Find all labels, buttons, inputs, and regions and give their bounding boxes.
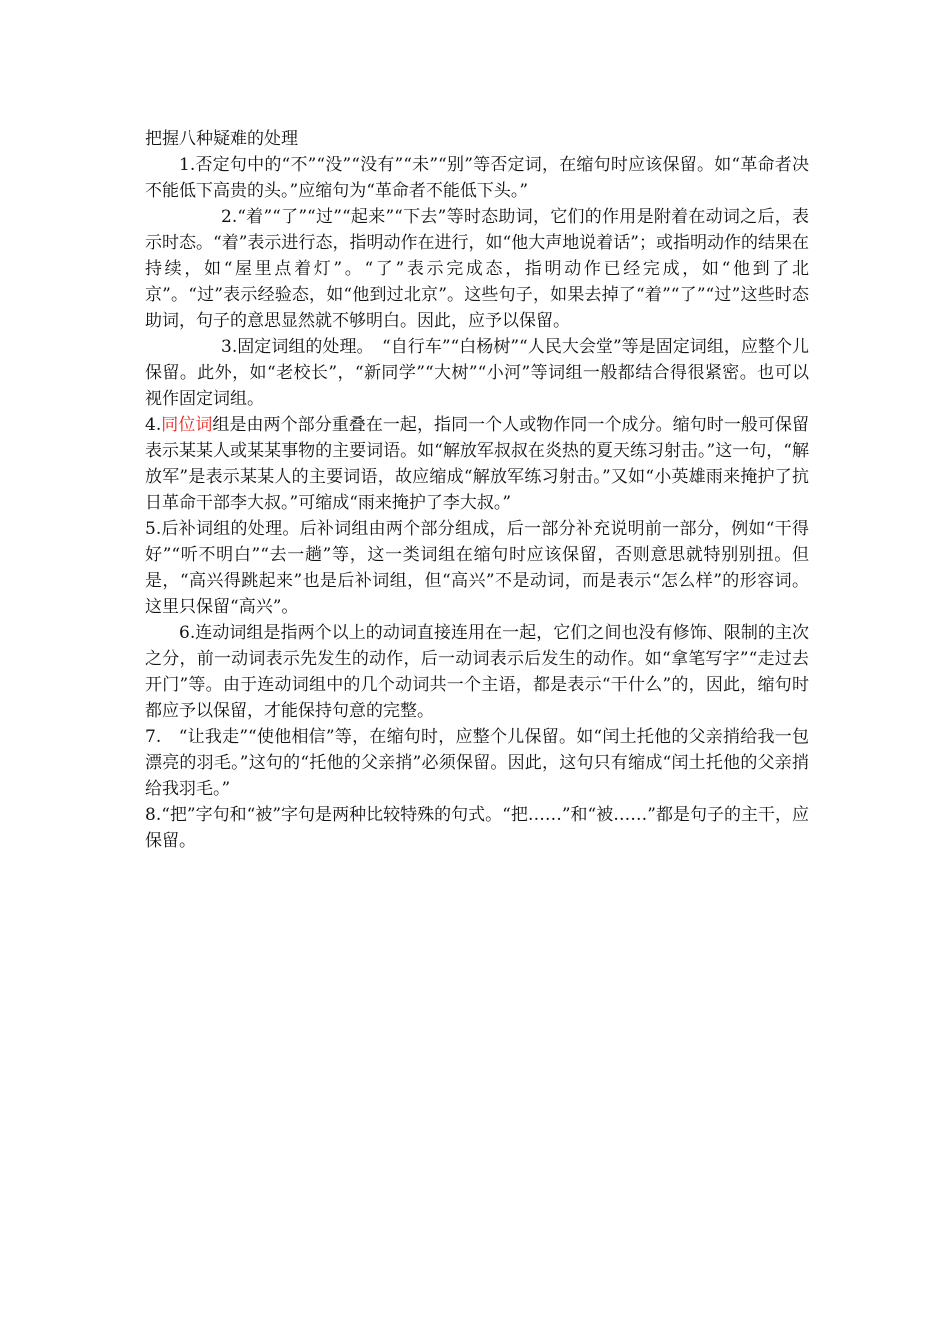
- highlighted-term: 同位词: [161, 415, 213, 435]
- paragraph-4: [145, 412, 809, 516]
- paragraph-5: 5.后补词组的处理。后补词组由两个部分组成，后一部分补充说明前一部分，例如“干得好”“听不明白”“去一趟”等，这一类词组在缩句时应该保留，否则意思就特别别扭。但是，“高兴得跳起来”也是后补词组，但“高兴”不是动词，而是表示“怎么样”的形容词。这里只保留“高兴”。: [145, 519, 809, 617]
- paragraph-8: 8.“把”字句和“被”字句是两种比较特殊的句式。“把……”和“被……”都是句子的主干，应保留。: [145, 805, 809, 851]
- paragraph-4-number: 4.: [145, 415, 162, 435]
- paragraph-2: 2.“着”“了”“过”“起来”“下去”等时态助词，它们的作用是附着在动词之后，表示时态。“着”表示进行态，指明动作在进行，如“他大声地说着话”；或指明动作的结果在持续，如“屋里点着灯”。“了”表示完成态，指明动作已经完成，如“他到了北京”。“过”表示经验态，如“他到过北京”。这些句子，如果去掉了“着”“了”“过”这些时态助词，句子的意思显然就不够明白。因此，应予以保留。: [145, 207, 809, 331]
- paragraph-6: 6.连动词组是指两个以上的动词直接连用在一起，它们之间也没有修饰、限制的主次之分，前一动词表示先发生的动作，后一动词表示后发生的动作。如“拿笔写字”“走过去开门”等。由于连动词组中的几个动词共一个主语，都是表示“干什么”的，因此，缩句时都应予以保留，才能保持句意的完整。: [145, 623, 809, 721]
- document-title: 把握八种疑难的处理: [145, 129, 298, 149]
- paragraph-4-text: 组是由两个部分重叠在一起，指同一个人或物作同一个成分。缩句时一般可保留表示某某人或某某事物的主要词语。如“解放军叔叔在炎热的夏天练习射击。”这一句，“解放军”是表示某某人的主要词语，故应缩成“解放军练习射击。”又如“小英雄雨来掩护了抗日革命干部李大叔。”可缩成“雨来掩护了李大叔。”: [145, 415, 810, 513]
- paragraph-7: 7. “让我走”“使他相信”等，在缩句时，应整个儿保留。如“闰土托他的父亲捎给我一包漂亮的羽毛。”这句的“托他的父亲捎”必须保留。因此，这句只有缩成“闰土托他的父亲捎给我羽毛。”: [145, 727, 809, 799]
- paragraph-3: 3.固定词组的处理。 “自行车”“白杨树”“人民大会堂”等是固定词组，应整个儿保留。此外，如“老校长”，“新同学”“大树”“小河”等词组一般都结合得很紧密。也可以视作固定词组。: [145, 337, 809, 409]
- document-body: [145, 126, 809, 854]
- paragraph-1: 1.否定句中的“不”“没”“没有”“未”“别”等否定词，在缩句时应该保留。如“革命者决不能低下高贵的头。”应缩句为“革命者不能低下头。”: [145, 155, 809, 201]
